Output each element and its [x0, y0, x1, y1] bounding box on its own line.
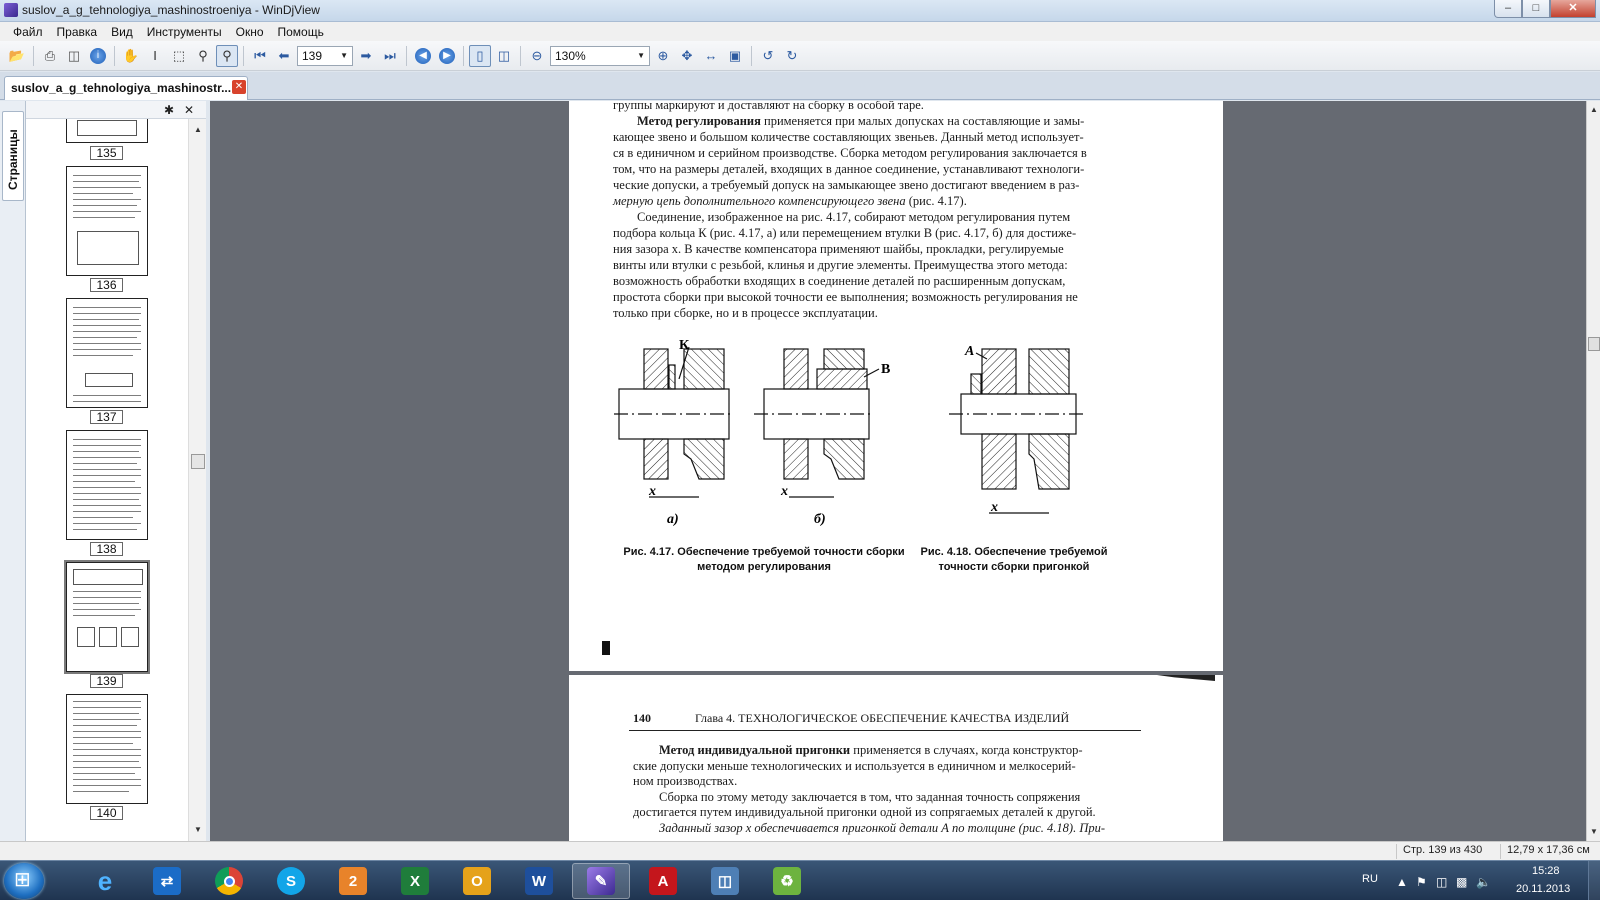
- thumbnail-panel: [26, 101, 206, 841]
- thumbnail-figure: [121, 627, 139, 647]
- minimize-button[interactable]: –: [1494, 0, 1522, 18]
- scroll-up-icon[interactable]: ▲: [1590, 105, 1598, 114]
- thumbnail-text-line: [73, 517, 133, 518]
- paragraph-line: ния зазора x. В качестве компенсатора применяют шайбы, прокладки, регулируемые: [613, 242, 1064, 256]
- clock-time[interactable]: 15:28: [1532, 865, 1560, 877]
- thumbnail-page-136[interactable]: [66, 166, 148, 276]
- toolbar-separator: [243, 46, 244, 66]
- zoom-in-icon[interactable]: ⊕: [657, 47, 669, 63]
- thumbnail-text-line: [73, 737, 141, 738]
- thumbnail-page-139[interactable]: [66, 562, 148, 672]
- document-page-140: [569, 675, 1223, 841]
- thumbnail-text-line: [73, 487, 141, 488]
- caption-line: методом регулирования: [697, 561, 831, 573]
- thumbnail-text-line: [73, 395, 141, 396]
- thumbnail-text-line: [73, 457, 141, 458]
- thumbnail-figure: [85, 373, 133, 387]
- term-bold: Метод регулирования: [637, 114, 761, 128]
- paragraph-line: [659, 743, 1083, 758]
- show-hidden-icons-icon[interactable]: ▲: [1396, 875, 1408, 889]
- maximize-button[interactable]: □: [1522, 0, 1550, 18]
- menu-window[interactable]: Окно: [235, 24, 264, 39]
- thumbnail-text-line: [73, 499, 139, 500]
- paragraph-line: простота сборки при высокой точности ее выполнения; возможность регулирования не: [613, 290, 1078, 304]
- taskbar-network-icon[interactable]: [696, 863, 754, 899]
- export-icon[interactable]: ◫: [67, 47, 81, 63]
- window-controls: [1494, 0, 1596, 18]
- rotate-right-icon[interactable]: ↻: [786, 47, 798, 63]
- toolbar-separator: [114, 46, 115, 66]
- skype-icon: S: [277, 867, 305, 895]
- paragraph-line-italic: мерную цепь дополнительного компенсирующего звена: [613, 194, 906, 208]
- taskbar-recycle-icon[interactable]: [758, 863, 816, 899]
- thumbnail-text-line: [73, 337, 137, 338]
- thumbnail-text-line: [73, 439, 141, 440]
- network-icon: ◫: [711, 867, 739, 895]
- teamviewer-icon: ⇄: [153, 867, 181, 895]
- thumbnail-text-line: [73, 511, 141, 512]
- thumbnail-text-line: [73, 591, 141, 592]
- thumbnail-scrollbar[interactable]: [188, 119, 206, 841]
- forward-icon[interactable]: ▶: [436, 45, 458, 67]
- flag-icon[interactable]: ⚑: [1416, 875, 1427, 889]
- thumbnail-text-line: [73, 307, 141, 308]
- status-page: Стр. 139 из 430: [1396, 844, 1482, 859]
- thumbnail-text-line: [73, 603, 139, 604]
- actual-size-icon[interactable]: ▣: [728, 47, 742, 63]
- settings-icon[interactable]: ✱: [164, 103, 175, 117]
- thumbnail-text-line: [73, 313, 141, 314]
- paragraph-line: подбора кольца К (рис. 4.17, а) или перемещением втулки В (рис. 4.17, б) для достиже-: [613, 226, 1077, 240]
- single-page-icon[interactable]: ▯: [469, 45, 491, 67]
- zoom-value: 130%: [555, 48, 586, 63]
- taskbar-acrobat-icon[interactable]: [634, 863, 692, 899]
- paragraph-line: Заданный зазор x обеспечивается пригонкой детали А по толщине (рис. 4.18). При-: [659, 821, 1106, 835]
- thumbnail-text-line: [73, 493, 141, 494]
- first-page-icon[interactable]: ⏮: [254, 47, 266, 63]
- thumbnail-figure: [77, 231, 139, 265]
- thumbnail-text-line: [73, 755, 141, 756]
- thumbnail-text-line: [73, 193, 133, 194]
- windjview-app-icon: [4, 3, 18, 17]
- document-tab-strip: [0, 72, 1600, 100]
- thumbnail-list: [26, 119, 188, 841]
- taskbar-chrome-icon[interactable]: [200, 863, 258, 899]
- thumbnail-text-line: [73, 767, 141, 768]
- thumbnail-text-line: [73, 701, 141, 702]
- thumbnail-text-line: [73, 597, 141, 598]
- toolbar-separator: [751, 46, 752, 66]
- prev-page-icon[interactable]: ⬅: [278, 47, 290, 63]
- network-tray-icon[interactable]: ◫: [1436, 875, 1448, 889]
- scrollbar-thumb[interactable]: [1588, 337, 1600, 351]
- scan-artifact: [602, 641, 610, 655]
- thumbnail-label: 135: [90, 146, 123, 160]
- thumbnail-text-line: [73, 707, 141, 708]
- thumbnail-text-line: [73, 529, 137, 530]
- document-view[interactable]: [210, 101, 1586, 841]
- thumbnail-text-line: [73, 743, 133, 744]
- thumbnail-text-line: [73, 187, 141, 188]
- paragraph-line: кающее звено и большом количестве составляющих звеньев. Данный метод использует-: [613, 130, 1084, 144]
- chevron-down-icon: ▼: [340, 51, 348, 60]
- thumbnail-label: 139: [90, 674, 123, 688]
- thumbnail-text-line: [73, 175, 141, 176]
- thumbnail-text-line: [73, 725, 137, 726]
- thumbnail-text-line: [73, 205, 137, 206]
- figure-4-17-a: [614, 347, 734, 497]
- window-title: suslov_a_g_tehnologiya_mashinostroeniya - WinDjView: [22, 3, 320, 17]
- page-number: 140: [633, 711, 651, 725]
- paragraph-line: винты или втулки с резьбой, клинья и другие элементы. Преимущества этого метода:: [613, 258, 1068, 272]
- print-icon[interactable]: ⎙: [44, 47, 56, 63]
- term-bold: Метод индивидуальной пригонки: [659, 743, 851, 757]
- thumbnail-text-line: [73, 609, 141, 610]
- menu-view[interactable]: Вид: [111, 24, 133, 39]
- chevron-down-icon: ▼: [637, 51, 645, 60]
- thumbnail-text-line: [73, 211, 141, 212]
- figure-caption-4-17: [619, 545, 909, 575]
- taskbar-teamviewer-icon[interactable]: [138, 863, 196, 899]
- taskbar-word-icon[interactable]: [510, 863, 568, 899]
- rotate-left-icon[interactable]: ↺: [762, 47, 774, 63]
- zoom-combo[interactable]: [550, 46, 650, 66]
- paragraph-line: группы маркируют и доставляют на сборку в особой таре.: [613, 101, 924, 112]
- thumbnail-text-line: [73, 181, 139, 182]
- fig-label-v: В: [881, 362, 891, 377]
- thumbnail-figure: [77, 627, 95, 647]
- outlook-icon: O: [463, 867, 491, 895]
- thumbnail-text-line: [73, 481, 135, 482]
- chrome-center: [224, 876, 235, 887]
- thumbnail-text-line: [73, 713, 139, 714]
- fig-label-a: А: [965, 344, 975, 359]
- thumbnail-panel-header: [26, 101, 206, 119]
- open-icon[interactable]: 📂: [8, 47, 26, 63]
- document-scrollbar[interactable]: [1586, 101, 1600, 841]
- thumbnail-text-line: [73, 451, 139, 452]
- hand-icon[interactable]: ✋: [122, 47, 140, 63]
- thumbnail-text-line: [73, 401, 141, 402]
- system-tray: [1330, 861, 1600, 900]
- taskbar: [0, 860, 1600, 900]
- thumbnail-text-line: [73, 445, 141, 446]
- info-icon[interactable]: i: [87, 45, 109, 67]
- paragraph-line: только при сборке, но и в процессе эксплуатации.: [613, 306, 878, 320]
- thumbnail-page-137[interactable]: [66, 298, 148, 408]
- paragraph-line: ческие допуски, а требуемый допуск на замыкающее звено достигают введением в раз-: [613, 178, 1080, 192]
- select-text-icon[interactable]: I: [153, 48, 157, 63]
- figure-4-17-b: [754, 349, 879, 497]
- document-tab-label: suslov_a_g_tehnologiya_mashinostr...: [11, 81, 232, 95]
- document-page-139: [569, 101, 1223, 671]
- scroll-down-icon[interactable]: ▼: [194, 825, 202, 834]
- thumbnail-text-line: [73, 731, 141, 732]
- fig-label-x: x: [649, 484, 656, 499]
- thumbnail-text-line: [73, 217, 135, 218]
- thumbnail-text-line: [73, 475, 141, 476]
- language-indicator[interactable]: RU: [1362, 873, 1378, 885]
- thumbnail-text-line: [73, 469, 141, 470]
- toolbar-separator: [33, 46, 34, 66]
- toolbar-separator: [520, 46, 521, 66]
- menu-tools[interactable]: Инструменты: [146, 24, 222, 39]
- next-page-icon[interactable]: ➡: [360, 47, 372, 63]
- sidebar-rail: [0, 101, 26, 841]
- document-tab[interactable]: [4, 76, 248, 100]
- thumbnail-text-line: [73, 615, 135, 616]
- thumbnail-text-line: [73, 779, 141, 780]
- pages-rail-label: Страницы: [6, 129, 20, 190]
- ie-icon: e: [97, 865, 113, 896]
- fig-label-k: К: [679, 338, 690, 353]
- thumbnail-figure: [77, 120, 137, 136]
- title-bar: [0, 0, 1600, 22]
- scroll-up-icon[interactable]: ▲: [194, 125, 202, 134]
- acrobat-icon: A: [649, 867, 677, 895]
- toolbar-separator: [463, 46, 464, 66]
- close-button[interactable]: ✕: [1550, 0, 1596, 18]
- close-icon[interactable]: ✕: [184, 103, 195, 117]
- scan-edge-artifact: [1157, 675, 1215, 681]
- thumbnail-text-line: [73, 505, 141, 506]
- paragraph-line: [637, 114, 1084, 129]
- paragraph-line: ские допуски меньше технологических и используется в единичном и мелкосерий-: [633, 759, 1076, 773]
- paragraph-line: мерную цепь дополнительного компенсирующего звена (рис. 4.17).: [613, 194, 967, 208]
- toolbar: [0, 41, 1600, 71]
- zoom-out-icon[interactable]: ⊖: [531, 47, 543, 63]
- fig-sublabel-a: а): [667, 512, 679, 527]
- paragraph-line: ном производствах.: [633, 774, 738, 788]
- thumbnail-text-line: [73, 355, 133, 356]
- find-icon[interactable]: ⚲: [198, 47, 208, 63]
- thumbnail-text-line: [73, 785, 141, 786]
- chrome-icon: [215, 867, 243, 895]
- paragraph-line: достигается путем индивидуальной пригонки одной из сопрягаемых деталей к другой.: [633, 805, 1096, 819]
- taskbar-sharepoint-icon[interactable]: [324, 863, 382, 899]
- magnify-icon[interactable]: ⚲: [216, 45, 238, 67]
- tab-close-icon[interactable]: ✕: [232, 80, 246, 94]
- paragraph-line: том, что на размеры деталей, входящих в данное соединение, устанавливают технологи-: [613, 162, 1085, 176]
- thumbnail-text-line: [73, 761, 139, 762]
- menu-help[interactable]: Помощь: [277, 24, 324, 39]
- thumbnail-text-line: [73, 791, 129, 792]
- thumbnail-text-line: [73, 719, 141, 720]
- page-number-combo[interactable]: [297, 46, 353, 66]
- thumbnail-text-line: [73, 749, 141, 750]
- status-bar: [0, 841, 1600, 860]
- select-rect-icon[interactable]: ⬚: [172, 47, 186, 63]
- page-number-value: 139: [302, 48, 323, 63]
- menu-edit[interactable]: Правка: [56, 24, 98, 39]
- excel-icon: X: [401, 867, 429, 895]
- caption-line: точности сборки пригонкой: [938, 561, 1090, 573]
- menu-bar: [0, 22, 1600, 41]
- taskbar-skype-icon[interactable]: [262, 863, 320, 899]
- paragraph-line-rest: применяется при малых допусках на составляющие и замы-: [764, 114, 1085, 128]
- show-desktop-button[interactable]: [1588, 861, 1600, 900]
- thumbnail-text-line: [73, 463, 137, 464]
- pages-rail-tab[interactable]: [2, 111, 24, 201]
- thumbnail-text-line: [73, 199, 141, 200]
- caption-line: Рис. 4.17. Обеспечение требуемой точности сборки: [623, 546, 905, 558]
- paragraph-line: ся в единичном и серийном производстве. Сборка методом регулирования заключается в: [613, 146, 1087, 160]
- thumbnail-label: 138: [90, 542, 123, 556]
- taskbar-outlook-icon[interactable]: [448, 863, 506, 899]
- thumbnail-label: 136: [90, 278, 123, 292]
- last-page-icon[interactable]: ⏭: [384, 47, 396, 63]
- taskbar-windjview-icon[interactable]: [572, 863, 630, 899]
- menu-file[interactable]: Файл: [13, 24, 43, 39]
- thumbnail-text-line: [73, 773, 135, 774]
- fig-label-x: x: [991, 500, 998, 515]
- paragraph-line: Соединение, изображенное на рис. 4.17, собирают методом регулирования путем: [637, 210, 1071, 224]
- thumbnail-text-line: [73, 331, 141, 332]
- thumbnail-page-140[interactable]: [66, 694, 148, 804]
- thumbnail-label: 140: [90, 806, 123, 820]
- volume-icon[interactable]: 🔈: [1476, 875, 1491, 889]
- chapter-header: Глава 4. ТЕХНОЛОГИЧЕСКОЕ ОБЕСПЕЧЕНИЕ КАЧЕСТВА ИЗДЕЛИЙ: [695, 711, 1070, 725]
- status-page-size: 12,79 x 17,36 см: [1500, 844, 1590, 859]
- facing-pages-icon[interactable]: ◫: [497, 47, 511, 63]
- taskbar-excel-icon[interactable]: [386, 863, 444, 899]
- thumbnail-text-line: [73, 319, 139, 320]
- thumbnail-figure: [73, 569, 143, 585]
- scroll-down-icon[interactable]: ▼: [1590, 827, 1598, 836]
- thumbnail-label: 137: [90, 410, 123, 424]
- back-icon[interactable]: ◀: [412, 45, 434, 67]
- scrollbar-thumb[interactable]: [191, 454, 205, 469]
- thumbnail-text-line: [73, 325, 141, 326]
- fig-label-x: x: [781, 484, 788, 499]
- fig-sublabel-b: б): [814, 512, 826, 527]
- paragraph-line: возможность обработки входящих в соединение деталей по расширенным допускам,: [613, 274, 1066, 288]
- thumbnail-page-135[interactable]: [66, 119, 148, 143]
- thumbnail-text-line: [73, 523, 141, 524]
- paragraph-line: Сборка по этому методу заключается в том, что заданная точность сопряжения: [659, 790, 1081, 804]
- thumbnail-text-line: [73, 343, 141, 344]
- windjview-icon: ✎: [587, 867, 615, 895]
- fit-width-icon[interactable]: ↔: [704, 48, 718, 63]
- thumbnail-figure: [99, 627, 117, 647]
- clock-date[interactable]: 20.11.2013: [1516, 883, 1571, 895]
- caption-line: Рис. 4.18. Обеспечение требуемой: [920, 546, 1108, 558]
- paragraph-line-rest: применяется в случаях, когда конструктор-: [853, 743, 1083, 757]
- thumbnail-page-138[interactable]: [66, 430, 148, 540]
- sharepoint-icon: 2: [339, 867, 367, 895]
- figure-assembly-drawings: [569, 329, 1223, 549]
- figure-caption-4-18: [919, 545, 1109, 575]
- signal-icon[interactable]: ▩: [1456, 875, 1468, 889]
- taskbar-ie-icon[interactable]: [76, 863, 134, 899]
- start-button[interactable]: [4, 863, 44, 899]
- recycle-icon: ♻: [773, 867, 801, 895]
- figure-4-18: [949, 349, 1084, 513]
- fit-page-icon[interactable]: ✥: [681, 47, 693, 63]
- thumbnail-text-line: [73, 349, 141, 350]
- header-rule: [629, 730, 1141, 731]
- word-icon: W: [525, 867, 553, 895]
- toolbar-separator: [406, 46, 407, 66]
